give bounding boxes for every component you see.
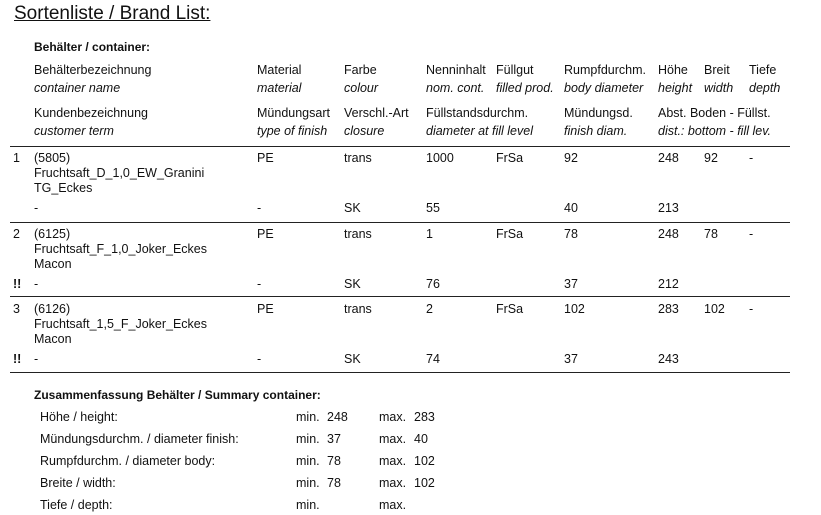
header2-col-2-en: closure <box>344 124 385 138</box>
summary-max-value: 283 <box>414 410 435 424</box>
item-material: PE <box>257 151 274 165</box>
item-material: PE <box>257 227 274 241</box>
header-col-7-de: Breit <box>704 63 730 77</box>
item-body-dia: 102 <box>564 302 585 316</box>
section-container-heading: Behälter / container: <box>34 40 151 54</box>
page-title: Sortenliste / Brand List: <box>14 3 211 24</box>
header-col-0-de: Behälterbezeichnung <box>34 63 152 77</box>
header-col-8-de: Tiefe <box>749 63 777 77</box>
summary-label: Breite / width: <box>40 476 116 490</box>
item-colour: trans <box>344 302 372 316</box>
header-col-1-en: material <box>257 81 302 95</box>
header-col-1-de: Material <box>257 63 302 77</box>
summary-min-value: 78 <box>327 454 341 468</box>
header-col-0-en: container name <box>34 81 121 95</box>
row-divider <box>10 146 790 147</box>
item-nom-cont: 1 <box>426 227 433 241</box>
item-depth: - <box>749 302 754 316</box>
item-fill-distance: 212 <box>658 277 679 291</box>
item-name-line: Macon <box>34 257 72 271</box>
summary-max-label: max. <box>379 432 407 446</box>
item-finish-type: - <box>257 277 262 291</box>
item-name-line: Fruchtsaft_F_1,0_Joker_Eckes <box>34 242 207 256</box>
summary-min-label: min. <box>296 476 320 490</box>
item-finish-type: - <box>257 201 262 215</box>
summary-max-value: 40 <box>414 432 428 446</box>
item-nom-cont: 2 <box>426 302 433 316</box>
header-col-3-de: Nenninhalt <box>426 63 486 77</box>
item-fill-diameter: 55 <box>426 201 440 215</box>
item-material: PE <box>257 302 274 316</box>
row-divider <box>10 222 790 223</box>
summary-label: Tiefe / depth: <box>40 498 113 512</box>
header2-col-5-de: Abst. Boden - Füllst. <box>658 106 771 120</box>
header2-col-3-en: diameter at fill level <box>426 124 533 138</box>
summary-max-label: max. <box>379 454 407 468</box>
summary-label: Mündungsdurchm. / diameter finish: <box>40 432 239 446</box>
item-height: 248 <box>658 227 679 241</box>
header-col-7-en: width <box>704 81 734 95</box>
header2-col-1-de: Mündungsart <box>257 106 330 120</box>
summary-max-label: max. <box>379 410 407 424</box>
item-number: 1 <box>13 151 20 165</box>
item-fill-diameter: 76 <box>426 277 440 291</box>
item-finish-type: - <box>257 352 262 366</box>
item-name-line: (6125) <box>34 227 71 241</box>
summary-min-label: min. <box>296 454 320 468</box>
item-name-line: Fruchtsaft_D_1,0_EW_Granini <box>34 166 205 180</box>
item-body-dia: 92 <box>564 151 578 165</box>
item-customer-term: - <box>34 277 39 291</box>
summary-min-value: 248 <box>327 410 348 424</box>
item-name-line: TG_Eckes <box>34 181 93 195</box>
item-fill-diameter: 74 <box>426 352 440 366</box>
summary-label: Rumpfdurchm. / diameter body: <box>40 454 216 468</box>
item-finish-diameter: 37 <box>564 352 578 366</box>
item-width: 102 <box>704 302 725 316</box>
header-col-2-en: colour <box>344 81 379 95</box>
item-fill-distance: 213 <box>658 201 679 215</box>
summary-min-value: 37 <box>327 432 341 446</box>
summary-min-label: min. <box>296 432 320 446</box>
row-divider <box>10 296 790 297</box>
header2-col-5-en: dist.: bottom - fill lev. <box>658 124 771 138</box>
item-customer-term: - <box>34 201 39 215</box>
item-filled: FrSa <box>496 151 524 165</box>
header-col-5-de: Rumpfdurchm. <box>564 63 646 77</box>
item-width: 92 <box>704 151 718 165</box>
header-col-5-en: body diameter <box>564 81 644 95</box>
item-filled: FrSa <box>496 302 524 316</box>
item-name-line: Macon <box>34 332 72 346</box>
header2-col-4-en: finish diam. <box>564 124 628 138</box>
header-col-3-en: nom. cont. <box>426 81 485 95</box>
item-height: 248 <box>658 151 679 165</box>
header-col-6-en: height <box>658 81 693 95</box>
summary-max-value: 102 <box>414 454 435 468</box>
header2-col-3-de: Füllstandsdurchm. <box>426 106 529 120</box>
item-depth: - <box>749 151 754 165</box>
item-height: 283 <box>658 302 679 316</box>
header-col-2-de: Farbe <box>344 63 377 77</box>
item-depth: - <box>749 227 754 241</box>
item-body-dia: 78 <box>564 227 578 241</box>
item-number: 2 <box>13 227 20 241</box>
summary-label: Höhe / height: <box>40 410 118 424</box>
item-colour: trans <box>344 151 372 165</box>
item-customer-term: - <box>34 352 39 366</box>
summary-min-value: 78 <box>327 476 341 490</box>
item-name-line: Fruchtsaft_1,5_F_Joker_Eckes <box>34 317 207 331</box>
summary-min-label: min. <box>296 498 320 512</box>
header2-col-4-de: Mündungsd. <box>564 106 633 120</box>
row-divider <box>10 372 790 373</box>
item-warning-mark: !! <box>13 352 22 366</box>
item-closure: SK <box>344 201 361 215</box>
item-name-line: (5805) <box>34 151 71 165</box>
summary-min-label: min. <box>296 410 320 424</box>
item-warning-mark: !! <box>13 277 22 291</box>
item-closure: SK <box>344 277 361 291</box>
item-filled: FrSa <box>496 227 524 241</box>
item-colour: trans <box>344 227 372 241</box>
header-col-4-de: Füllgut <box>496 63 534 77</box>
item-fill-distance: 243 <box>658 352 679 366</box>
item-nom-cont: 1000 <box>426 151 454 165</box>
header-col-4-en: filled prod. <box>496 81 554 95</box>
item-finish-diameter: 37 <box>564 277 578 291</box>
item-closure: SK <box>344 352 361 366</box>
summary-max-label: max. <box>379 498 407 512</box>
summary-max-label: max. <box>379 476 407 490</box>
summary-heading: Zusammenfassung Behälter / Summary container: <box>34 388 321 402</box>
header2-col-0-de: Kundenbezeichnung <box>34 106 148 120</box>
item-name-line: (6126) <box>34 302 71 316</box>
header-col-8-en: depth <box>749 81 781 95</box>
item-width: 78 <box>704 227 718 241</box>
item-number: 3 <box>13 302 20 316</box>
header2-col-2-de: Verschl.-Art <box>344 106 409 120</box>
item-finish-diameter: 40 <box>564 201 578 215</box>
summary-max-value: 102 <box>414 476 435 490</box>
header2-col-1-en: type of finish <box>257 124 328 138</box>
header2-col-0-en: customer term <box>34 124 114 138</box>
header-col-6-de: Höhe <box>658 63 688 77</box>
